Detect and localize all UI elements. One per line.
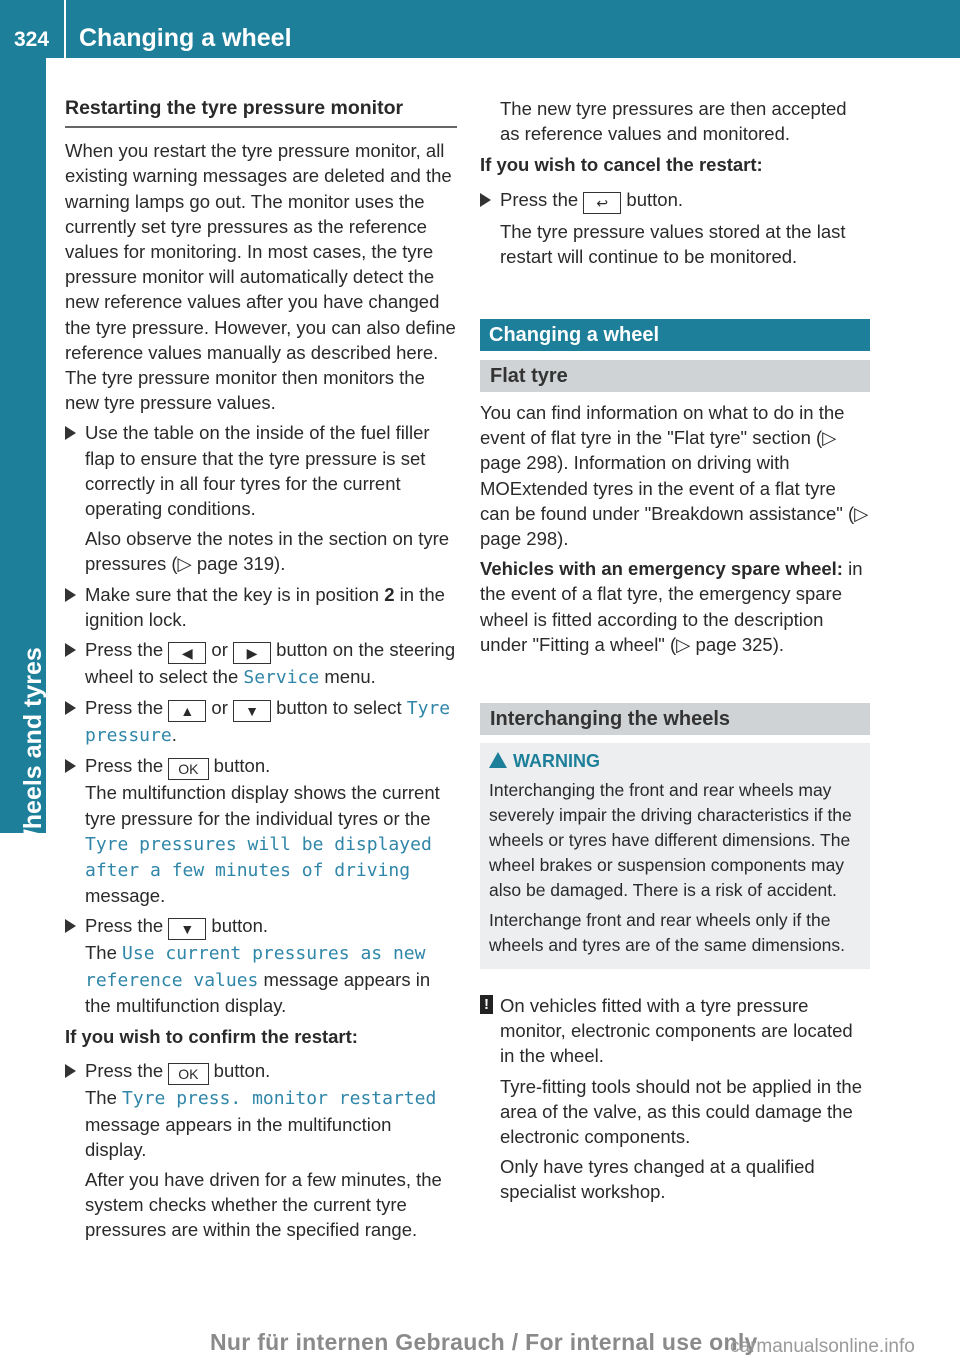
chapter-side-tab xyxy=(0,58,47,853)
warning-box xyxy=(480,743,870,969)
step-press-ok xyxy=(65,753,457,908)
step-arrow-icon xyxy=(65,643,76,657)
down-arrow-key-icon: ▼ xyxy=(168,918,206,940)
step-text: Press the xyxy=(85,915,169,937)
step-text: . xyxy=(171,724,177,746)
spare-wheel-paragraph xyxy=(480,556,870,657)
subsection-heading-interchanging: Interchanging the wheels xyxy=(480,703,870,735)
step-text: Use the table on the inside of the fuel filler flap to ensure that the tyre pressure is set correctly in all four tyres for the current operating conditions. xyxy=(85,422,430,520)
step-text: message. xyxy=(85,885,166,907)
step-arrow-icon xyxy=(480,193,491,207)
warning-text: Interchange front and rear wheels only if the wheels and tyres are of the same dimensions. xyxy=(489,910,846,956)
step-text: Press the xyxy=(85,639,169,661)
step-text: Press the xyxy=(500,188,584,210)
result-paragraph: The new tyre pressures are then accepted as reference values and monitored. xyxy=(500,98,847,145)
step-text: Press the xyxy=(85,697,169,719)
step-text: button. xyxy=(621,188,684,210)
step-arrow-icon xyxy=(65,588,76,602)
right-column xyxy=(480,96,870,1210)
down-arrow-key-icon: ▼ xyxy=(233,700,271,722)
section-heading-restart: Restarting the tyre pressure monitor xyxy=(65,96,457,128)
step-text: in the ignition lock. xyxy=(85,583,445,630)
page-title: Changing a wheel xyxy=(79,24,292,52)
step-result: The multifunction display shows the current tyre pressure for the individual tyres or the xyxy=(85,782,440,829)
step-arrow-icon xyxy=(65,701,76,715)
display-text-restarted: Tyre press. monitor restarted xyxy=(122,1088,437,1110)
step-text: message appears in the multifunction display. xyxy=(85,968,431,1016)
display-text-tyre-pressure: Tyre pressure xyxy=(85,698,451,747)
step-select-tyre-pressure xyxy=(65,695,457,748)
warning-title: WARNING xyxy=(513,751,600,772)
step-note: After you have driven for a few minutes, the system checks whether the current tyre pressures are within the specified range. xyxy=(85,1168,442,1241)
flat-tyre-paragraph: You can find information on what to do in the event of flat tyre in the "Flat tyre" section (▷ page 298). Information on driving with MOExtended tyres in the event of a flat tyre can be found under "Breakdown assistance" (▷ page 298). xyxy=(480,402,869,550)
subheading-confirm: If you wish to confirm the restart: xyxy=(65,1026,358,1048)
note-text: On vehicles fitted with a tyre pressure monitor, electronic components are located in the wheel. xyxy=(500,995,853,1067)
note-text: Only have tyres changed at a qualified specialist workshop. xyxy=(500,1156,815,1203)
step-text: button. xyxy=(208,755,271,777)
chapter-label: Wheels and tyres xyxy=(19,647,47,853)
step-arrow-icon xyxy=(65,1064,76,1078)
subheading-cancel: If you wish to cancel the restart: xyxy=(480,154,763,176)
step-text: button. xyxy=(206,915,269,937)
step-text: button to select xyxy=(271,697,407,719)
header-divider xyxy=(64,0,66,58)
note-block xyxy=(480,993,870,1205)
warning-text: Interchanging the front and rear wheels may severely impair the driving characteristics if the wheels or tyres have different dimensions. The wheel brakes or suspension components may also be damaged. There is a risk of accident. xyxy=(489,780,852,901)
section-heading-changing-wheel: Changing a wheel xyxy=(480,319,870,351)
step-text: message appears in the multifunction display. xyxy=(85,1113,392,1160)
right-arrow-key-icon: ▶ xyxy=(233,642,271,664)
exclamation-icon: ! xyxy=(480,995,493,1014)
display-text-use-current: Use current pressures as new reference values xyxy=(85,943,426,991)
back-key-icon: ↩ xyxy=(583,192,621,214)
display-text-pressures-later: Tyre pressures will be displayed after a few minutes of driving xyxy=(85,833,432,882)
warning-heading xyxy=(489,749,861,774)
step-key-position xyxy=(65,582,457,632)
step-confirm-ok xyxy=(65,1058,457,1242)
step-arrow-icon xyxy=(65,426,76,440)
step-text: Press the xyxy=(85,755,169,777)
step-text: Make sure that the key is in position xyxy=(85,583,385,605)
page-number: 324 xyxy=(14,28,50,51)
display-text-service: Service xyxy=(243,667,320,689)
left-column xyxy=(65,96,457,1248)
step-result: The tyre pressure values stored at the last restart will continue to be monitored. xyxy=(500,220,846,267)
step-result: The xyxy=(85,1087,123,1109)
intro-paragraph: When you restart the tyre pressure monitor, all existing warning messages are deleted and the warning lamps go out. The monitor uses the currently set tyre pressures as the reference values for monitoring. In most cases, the tyre pressure monitor will automatically detect the new reference values after you have changed the tyre pressure. However, you can also define reference values manually as described here. The tyre pressure monitor then monitors the new tyre pressure values. xyxy=(65,140,456,414)
step-text: or xyxy=(206,697,234,719)
step-text: menu. xyxy=(319,666,376,688)
step-text: button. xyxy=(208,1060,271,1082)
step-arrow-icon xyxy=(65,919,76,933)
header-bar xyxy=(0,0,960,58)
ok-key-icon: OK xyxy=(168,758,208,780)
step-arrow-icon xyxy=(65,759,76,773)
step-text: or xyxy=(206,639,234,661)
step-press-down xyxy=(65,913,457,1018)
footer-internal-use: Nur für internen Gebrauch / For internal use only xyxy=(210,1329,758,1355)
step-press-back xyxy=(480,187,870,269)
step-text: button on the steering wheel to select the xyxy=(85,639,456,688)
ok-key-icon: OK xyxy=(168,1063,208,1085)
step-fuel-table xyxy=(65,420,457,576)
step-text: Press the xyxy=(85,1060,169,1082)
spare-wheel-text: in the event of a flat tyre, the emergency spare wheel is fitted according to the description under "Fitting a wheel" (▷ page 325). xyxy=(480,558,863,655)
left-arrow-key-icon: ◀ xyxy=(168,642,206,664)
key-position-number: 2 xyxy=(384,583,395,605)
warning-triangle-icon xyxy=(489,752,507,768)
up-arrow-key-icon: ▲ xyxy=(168,700,206,722)
watermark: carmanualsonline.info xyxy=(730,1336,915,1357)
step-select-service xyxy=(65,637,457,690)
subsection-heading-flat-tyre: Flat tyre xyxy=(480,360,870,392)
note-text: Tyre-fitting tools should not be applied in the area of the valve, as this could damage the electronic components. xyxy=(500,1075,863,1148)
step-note: Also observe the notes in the section on tyre pressures (▷ page 319). xyxy=(85,528,450,575)
spare-wheel-label: Vehicles with an emergency spare wheel: xyxy=(480,558,843,580)
step-result: The xyxy=(85,942,123,964)
